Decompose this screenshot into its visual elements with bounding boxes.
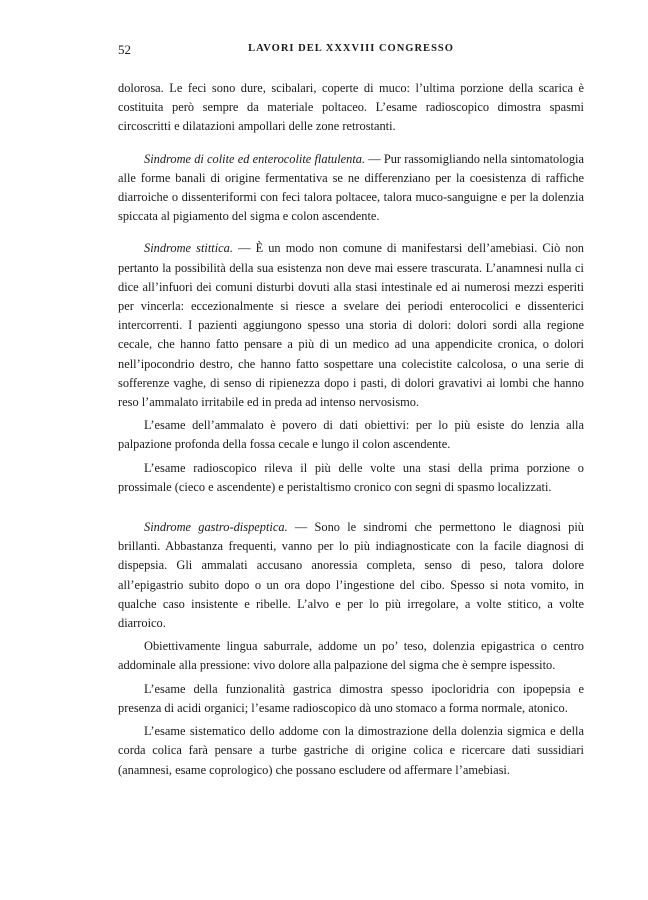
paragraph [118,150,584,227]
paragraph: L’esame sistematico dello addome con la dimostrazione della dolenzia sigmica e della corda colica farà pensare a turbe gastriche di origine colica e ricercare dati sussidiari (anamnesi, esame coprologico) che possano escludere od affermare l’amebiasi. [118,724,584,777]
section-text: — Pur rassomigliando nella sintomatologia alle forme banali di origine fermentativa se ne differenziano per la coesistenza di raffiche diarroiche o dissenteriformi con feci talora poltacee, talora muco-sanguigne e per la dolenzia spiccata al pigiamento del sigma e colon ascendente. [118,151,584,224]
section-title: Sindrome gastro-dispeptica. [144,520,288,535]
section-text: — È un modo non comune di manifestarsi dell’amebiasi. Ciò non pertanto la possibilità della sua esistenza non deve mai essere trascurata. L’anamnesi nulla ci dice all’infuori dei comuni disturbi dovuti alla stasi intestinale ed ai numerosi mezzi esperiti per vincerla: eccezionalmente si riesce a svelare dei periodi enterocolici e dissenterici intercorrenti. I pazienti aggiungono spesso una storia di dolori: dolori sordi alla regione cecale, che hanno fatto pensare a più di un medico ad una appendicite cronica, o dolori nell’ipocondrio destro, che hanno fatto sospettare una colecistite calcolosa, o una serie di sofferenze vaghe, di senso di ripienezza dopo i pasti, di dolori gravativi ai lombi che hanno reso l’ammalato irritabile ed in preda ad intenso nervosismo. [118,241,584,410]
paragraph: L’esame della funzionalità gastrica dimostra spesso ipocloridria con ipopepsia e presenza di acidi organici; l’esame radioscopico dà uno stomaco a forma normale, atonico. [118,681,584,715]
page-body [118,79,584,780]
page-number: 52 [118,42,131,57]
paragraph: Obiettivamente lingua saburrale, addome un po’ teso, dolenzia epigastrica o centro addominale alla pressione: vivo dolore alla palpazione del sigma che è sempre ispessito. [118,639,584,673]
section-text: — Sono le sindromi che permettono le diagnosi più brillanti. Abbastanza frequenti, vanno per lo più indiagnosticate con la facile diagnosi di dispepsia. Gli ammalati accusano anoressia completa, senso di peso, talora dolore all’epigastrio subito dopo o un ora dopo l’ingestione del cibo. Spesso si nota vomito, in qualche caso insistente e ribelle. L’alvo e per lo più irregolare, a volte stitico, a volte diarroico. [118,520,584,631]
paragraph: L’esame dell’ammalato è povero di dati obiettivi: per lo più esiste do lenzia alla palpazione profonda della fossa cecale e lungo il colon ascendente. [118,418,584,452]
paragraph: L’esame radioscopico rileva il più delle volte una stasi della prima porzione o prossimale (cieco e ascendente) e peristaltismo cronico con segni di spasmo localizzati. [118,460,584,494]
section-title: Sindrome stittica. [144,241,233,256]
section-title: Sindrome di colite ed enterocolite flatulenta. [144,151,366,166]
running-title: LAVORI DEL XXXVIII CONGRESSO [248,43,454,54]
page-header [118,42,584,62]
paragraph [118,518,584,633]
paragraph: dolorosa. Le feci sono dure, scibalari, coperte di muco: l’ultima porzione della scarica è costituita però sempre da materiale poltaceo. L’esame radioscopico dimostra spasmi circoscritti e dilatazioni ampollari delle zone retrostanti. [118,81,584,134]
paragraph [118,239,584,412]
